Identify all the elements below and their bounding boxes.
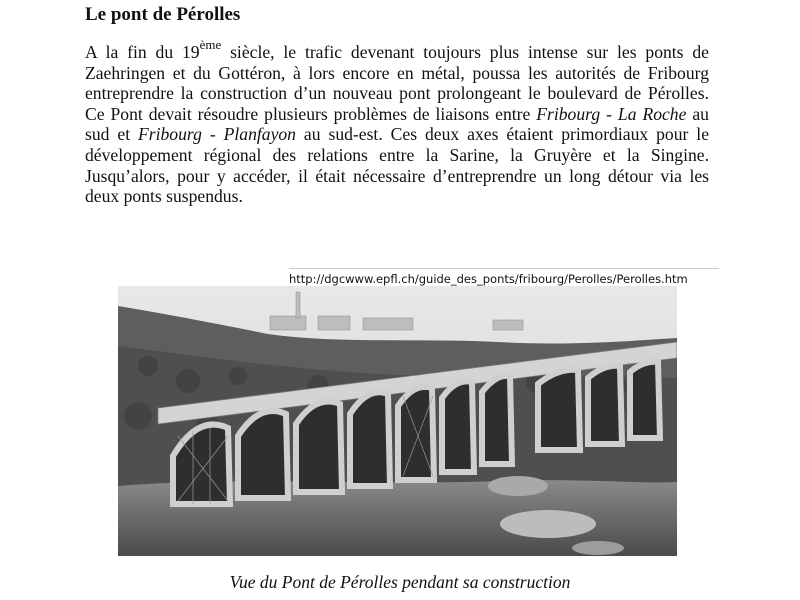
page-title: Le pont de Pérolles: [85, 4, 241, 25]
source-url: http://dgcwww.epfl.ch/guide_des_ponts/fribourg/Perolles/Perolles.htm: [289, 268, 719, 286]
route-place: Planfayon: [223, 124, 296, 145]
photo-caption: Vue du Pont de Pérolles pendant sa construction: [229, 572, 571, 592]
paragraph-text: siècle, le trafic devenant toujours plus intense sur les ponts de Zaehringen et du Gottéron, à lors encore en métal, poussa les autorités de Fribourg entreprendre la construction d’un nouveau pont prolongeant le boulevard de Pérolles. Ce Pont devait résoudre plusieurs problèmes de liaisons entre: [85, 42, 709, 124]
bridge-construction-photo: [118, 286, 677, 556]
route-place: La Roche: [617, 103, 687, 124]
paragraph-text: A la fin du 19: [85, 42, 200, 62]
paragraph-text: au sud et: [85, 103, 709, 145]
body-paragraph: [85, 37, 709, 207]
bridge-photo-illustration: [118, 286, 677, 556]
route-separator: -: [201, 124, 224, 145]
superscript-ordinal: ème: [199, 37, 222, 52]
route-place: Fribourg: [138, 124, 202, 145]
route-place: Fribourg: [536, 103, 601, 124]
paragraph-text: au sud-est. Ces deux axes étaient primordiaux pour le développement régional des relations entre la Sarine, la Gruyère et la Singine. Jusqu’alors, pour y accéder, il était nécessaire d’entreprendre un long détour via les deux ponts suspendus.: [85, 124, 709, 207]
route-separator: -: [600, 103, 618, 124]
